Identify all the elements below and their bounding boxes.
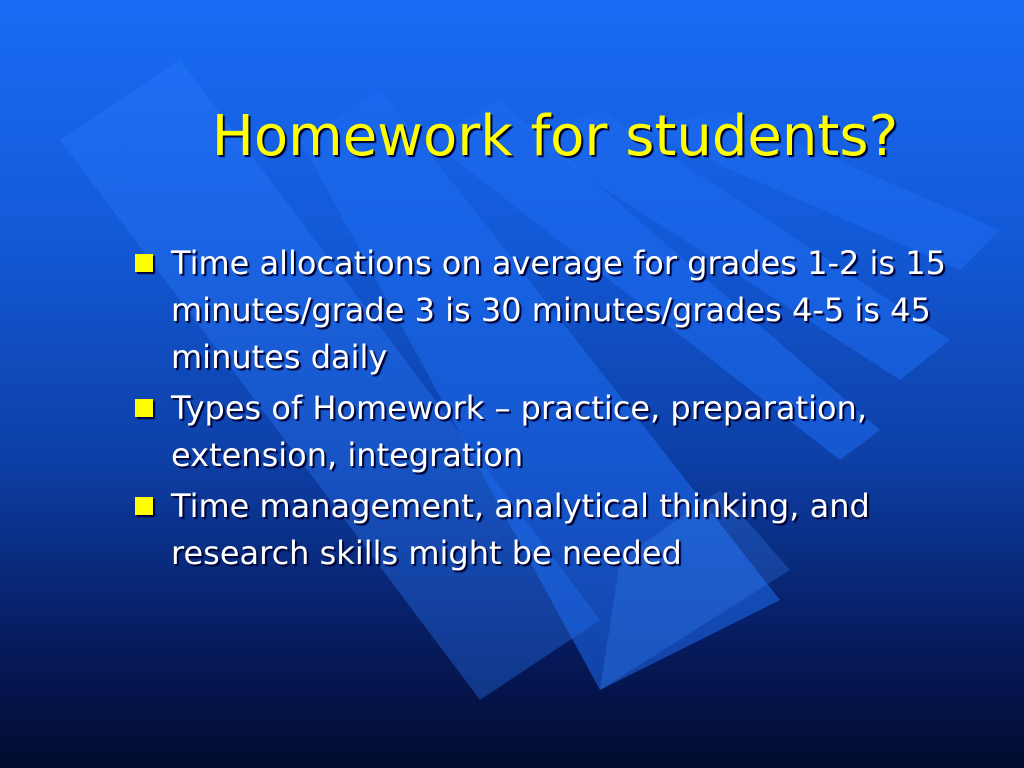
square-bullet-icon <box>135 497 153 515</box>
bullet-text: Time management, analytical thinking, and research skills might be needed <box>171 487 870 572</box>
bullet-item <box>133 385 993 479</box>
slide-title: Homework for students? <box>211 104 899 169</box>
bullet-list <box>133 240 993 581</box>
square-bullet-icon <box>135 399 153 417</box>
square-bullet-icon <box>135 254 153 272</box>
bullet-text: Types of Homework – practice, preparation, extension, integration <box>171 389 867 474</box>
bullet-item <box>133 240 993 381</box>
bullet-item <box>133 483 993 577</box>
bullet-text: Time allocations on average for grades 1-2 is 15 minutes/grade 3 is 30 minutes/grades 4-5 is 45 minutes daily <box>171 244 946 376</box>
